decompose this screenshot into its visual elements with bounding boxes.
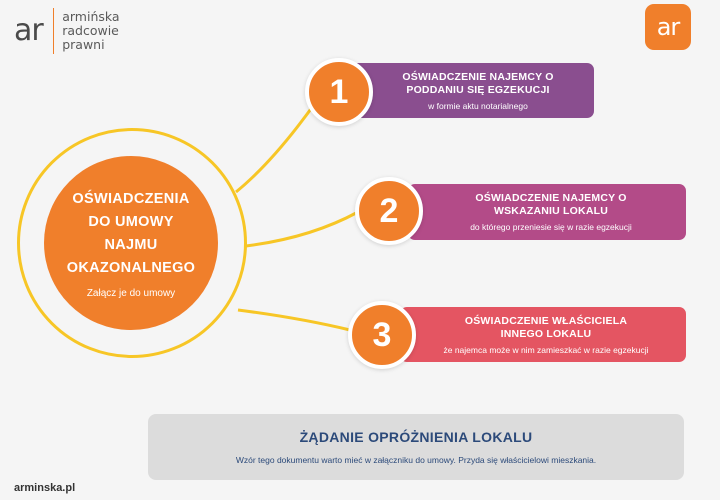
- card-title-line: OŚWIADCZENIE NAJEMCY O: [475, 192, 627, 204]
- card-title-line: PODDANIU SIĘ EGZEKUCJI: [406, 83, 550, 96]
- card-title: [406, 315, 686, 341]
- center-title-line: OKAZONALNEGO: [66, 259, 196, 276]
- site-link[interactable]: arminska.pl: [14, 482, 76, 494]
- step-number-3: 3: [348, 301, 416, 369]
- center-title-line: NAJMU: [104, 236, 158, 253]
- statement-card-3: [400, 307, 686, 362]
- logo-line: armińska: [62, 9, 120, 24]
- center-circle: [44, 156, 218, 330]
- card-title-line: OŚWIADCZENIE NAJEMCY O: [402, 70, 554, 83]
- center-title: [67, 188, 195, 280]
- logo-line: prawni: [62, 37, 105, 52]
- card-subtitle: do którego przeniesie się w razie egzekucji: [470, 222, 632, 232]
- center-subtitle: Załącz je do umowy: [86, 287, 176, 299]
- step-number-1: 1: [305, 58, 373, 126]
- connector-line-3: [238, 310, 350, 330]
- card-title: [362, 71, 594, 97]
- center-title-line: DO UMOWY: [88, 213, 174, 230]
- footer-panel: [148, 414, 684, 480]
- card-title-line: INNEGO LOKALU: [500, 327, 592, 340]
- statement-card-1: [346, 63, 594, 118]
- footer-title: ŻĄDANIE OPRÓŻNIENIA LOKALU: [299, 429, 533, 445]
- statement-card-2: [408, 184, 686, 240]
- logo-line: radcowie: [62, 23, 119, 38]
- brand-badge: ar: [645, 4, 691, 50]
- connector-line-1: [236, 99, 318, 192]
- card-title: [416, 192, 686, 218]
- card-subtitle: że najemca może w nim zamieszkać w razie egzekucji: [443, 344, 649, 355]
- step-number-2: 2: [355, 177, 423, 245]
- card-title-line: WSKAZANIU LOKALU: [493, 205, 609, 217]
- card-title-line: OŚWIADCZENIE WŁAŚCICIELA: [464, 314, 628, 327]
- connector-line-2: [246, 212, 358, 246]
- logo-mark: ar: [14, 13, 43, 48]
- card-subtitle: w formie aktu notarialnego: [428, 100, 528, 111]
- center-title-line: OŚWIADCZENIA: [72, 190, 190, 207]
- footer-subtitle: Wzór tego dokumentu warto mieć w załączniku do umowy. Przyda się właścicielowi mieszkania.: [235, 455, 597, 465]
